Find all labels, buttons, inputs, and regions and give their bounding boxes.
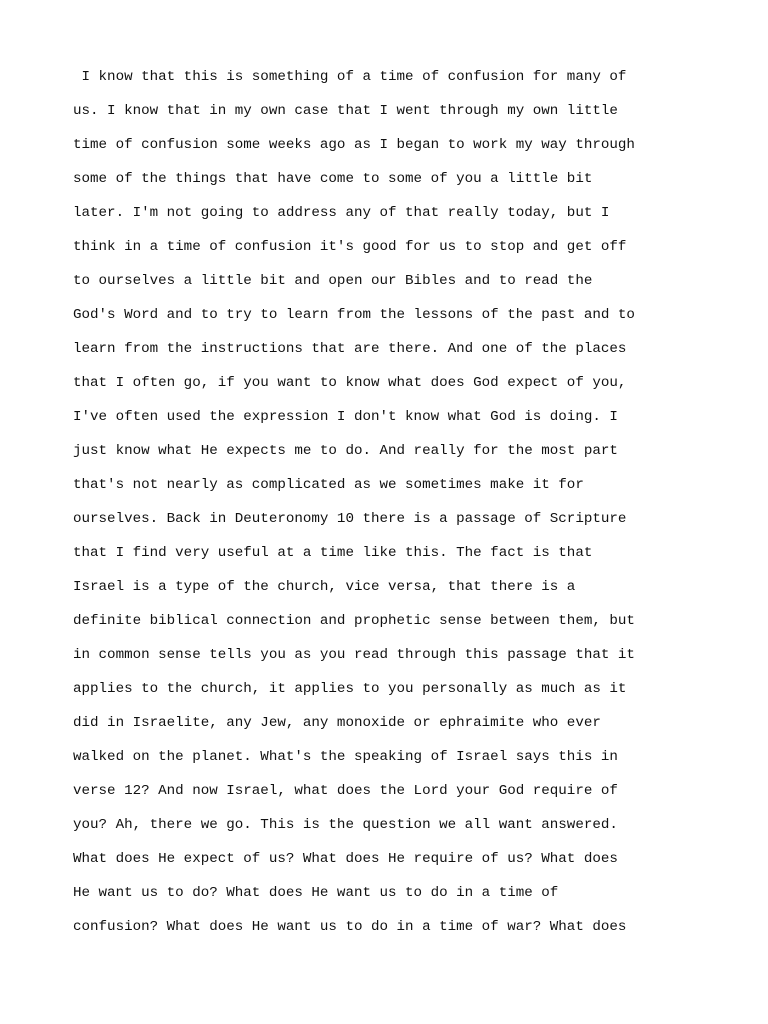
text-line: you? Ah, there we go. This is the question we all want answered. (73, 817, 618, 833)
text-line: just know what He expects me to do. And really for the most part (73, 443, 618, 459)
text-line: that I often go, if you want to know what does God expect of you, (73, 375, 627, 391)
text-line: think in a time of confusion it's good for us to stop and get off (73, 239, 627, 255)
text-line: definite biblical connection and prophetic sense between them, but (73, 613, 635, 629)
text-line: What does He expect of us? What does He require of us? What does (73, 851, 618, 867)
text-line: later. I'm not going to address any of that really today, but I (73, 205, 610, 221)
text-line: walked on the planet. What's the speaking of Israel says this in (73, 749, 618, 765)
text-line: that I find very useful at a time like this. The fact is that (73, 545, 593, 561)
text-line: I know that this is something of a time of confusion for many of (73, 69, 627, 85)
text-line: He want us to do? What does He want us to do in a time of (73, 885, 559, 901)
text-line: verse 12? And now Israel, what does the Lord your God require of (73, 783, 618, 799)
text-line: confusion? What does He want us to do in a time of war? What does (73, 919, 627, 935)
text-line: I've often used the expression I don't know what God is doing. I (73, 409, 618, 425)
text-line: that's not nearly as complicated as we sometimes make it for (73, 477, 584, 493)
text-line: did in Israelite, any Jew, any monoxide or ephraimite who ever (73, 715, 601, 731)
text-line: ourselves. Back in Deuteronomy 10 there is a passage of Scripture (73, 511, 627, 527)
text-line: God's Word and to try to learn from the lessons of the past and to (73, 307, 635, 323)
text-line: us. I know that in my own case that I went through my own little (73, 103, 618, 119)
text-line: learn from the instructions that are there. And one of the places (73, 341, 627, 357)
text-line: in common sense tells you as you read through this passage that it (73, 647, 635, 663)
text-line: applies to the church, it applies to you personally as much as it (73, 681, 627, 697)
text-line: time of confusion some weeks ago as I began to work my way through (73, 137, 635, 153)
text-line: some of the things that have come to some of you a little bit (73, 171, 593, 187)
text-line: Israel is a type of the church, vice versa, that there is a (73, 579, 576, 595)
text-line: to ourselves a little bit and open our Bibles and to read the (73, 273, 593, 289)
